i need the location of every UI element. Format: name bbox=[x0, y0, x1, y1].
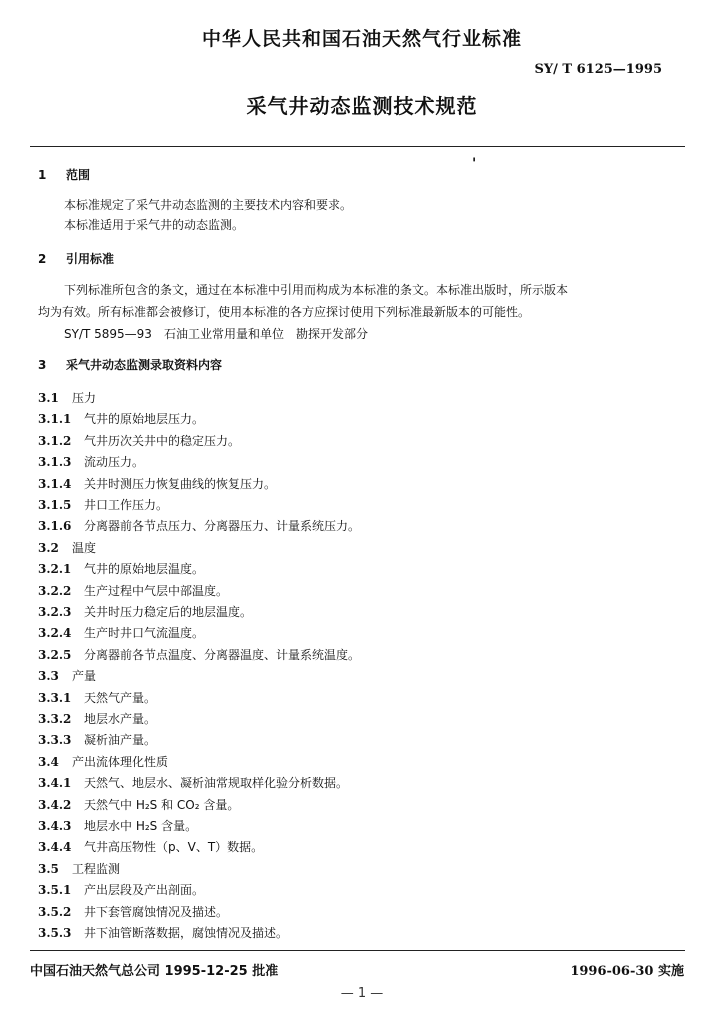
clause-text: 井口工作压力。 bbox=[84, 498, 169, 512]
clause-number: 3.2.2 bbox=[38, 584, 72, 598]
clause-text: 气井的原始地层温度。 bbox=[84, 562, 205, 576]
header-divider bbox=[30, 146, 685, 147]
clause-text: 分离器前各节点温度、分离器温度、计量系统温度。 bbox=[84, 648, 361, 662]
clause-number: 3.5.2 bbox=[38, 905, 72, 919]
clause-text: 分离器前各节点压力、分离器压力、计量系统压力。 bbox=[84, 519, 361, 533]
clause-number: 3.2.3 bbox=[38, 605, 72, 619]
clause-item bbox=[38, 603, 252, 620]
clause-number: 3.1.1 bbox=[38, 412, 72, 426]
clause-number: 3.5.1 bbox=[38, 883, 72, 897]
paragraph: 下列标准所包含的条文，通过在本标准中引用而构成为本标准的条文。本标准出版时，所示版本 bbox=[64, 283, 569, 297]
clause-number: 3.4.1 bbox=[38, 776, 72, 790]
clause-text: 气井高压物性（p、V、T）数据。 bbox=[84, 840, 264, 854]
section-title: 采气井动态监测录取资料内容 bbox=[66, 358, 223, 372]
implementation-date: 1996-06-30 实施 bbox=[570, 964, 684, 979]
clause-item bbox=[38, 731, 156, 748]
clause-item bbox=[38, 689, 156, 706]
clause-text: 天然气、地层水、凝析油常规取样化验分析数据。 bbox=[84, 776, 349, 790]
section-2-heading bbox=[38, 250, 114, 267]
clause-heading bbox=[38, 667, 96, 684]
standard-category-title: 中华人民共和国石油天然气行业标准 bbox=[201, 28, 522, 50]
clause-text: 压力 bbox=[72, 391, 97, 405]
clause-item bbox=[38, 924, 288, 941]
clause-heading bbox=[38, 753, 168, 770]
clause-item bbox=[38, 903, 228, 920]
clause-number: 3.4.3 bbox=[38, 819, 72, 833]
referenced-standard: SY/T 5895—93 石油工业常用量和单位 勘探开发部分 bbox=[64, 327, 368, 341]
clause-text: 气井历次关井中的稳定压力。 bbox=[84, 434, 241, 448]
section-title: 范围 bbox=[66, 168, 91, 182]
clause-number: 3.1.6 bbox=[38, 519, 72, 533]
clause-number: 3.1.5 bbox=[38, 498, 72, 512]
clause-text: 井下套管腐蚀情况及描述。 bbox=[84, 905, 229, 919]
section-title: 引用标准 bbox=[66, 252, 115, 266]
clause-text: 生产过程中气层中部温度。 bbox=[84, 584, 229, 598]
page-number: — 1 — bbox=[340, 986, 384, 1001]
paragraph: 均为有效。所有标准都会被修订，使用本标准的各方应探讨使用下列标准最新版本的可能性。 bbox=[38, 305, 531, 319]
clause-number: 3.3.3 bbox=[38, 733, 72, 747]
clause-text: 气井的原始地层压力。 bbox=[84, 412, 205, 426]
clause-text: 地层水产量。 bbox=[84, 712, 157, 726]
clause-heading bbox=[38, 539, 96, 556]
clause-item bbox=[38, 432, 240, 449]
section-number: 2 bbox=[38, 252, 47, 266]
clause-text: 天然气中 H₂S 和 CO₂ 含量。 bbox=[84, 798, 240, 812]
clause-text: 井下油管断落数据，腐蚀情况及描述。 bbox=[84, 926, 289, 940]
clause-text: 产出层段及产出剖面。 bbox=[84, 883, 205, 897]
clause-text: 生产时井口气流温度。 bbox=[84, 626, 205, 640]
clause-number: 3.4.4 bbox=[38, 840, 72, 854]
clause-item bbox=[38, 582, 228, 599]
section-number: 1 bbox=[38, 168, 47, 182]
clause-number: 3.4 bbox=[38, 755, 59, 769]
clause-number: 3.2.5 bbox=[38, 648, 72, 662]
clause-item bbox=[38, 496, 168, 513]
clause-text: 天然气产量。 bbox=[84, 691, 157, 705]
footer-divider bbox=[30, 950, 685, 951]
clause-number: 3.1.4 bbox=[38, 477, 72, 491]
clause-item bbox=[38, 624, 204, 641]
clause-number: 3.1.3 bbox=[38, 455, 72, 469]
clause-item bbox=[38, 646, 360, 663]
clause-heading bbox=[38, 860, 120, 877]
clause-item bbox=[38, 453, 144, 470]
clause-number: 3.4.2 bbox=[38, 798, 72, 812]
paragraph: 本标准规定了采气井动态监测的主要技术内容和要求。 bbox=[64, 198, 353, 212]
stray-mark: ' bbox=[472, 156, 477, 172]
section-number: 3 bbox=[38, 358, 47, 372]
clause-text: 凝析油产量。 bbox=[84, 733, 157, 747]
clause-item bbox=[38, 881, 204, 898]
approval-line: 中国石油天然气总公司 1995-12-25 批准 bbox=[30, 964, 279, 979]
clause-text: 产量 bbox=[72, 669, 97, 683]
clause-number: 3.2.1 bbox=[38, 562, 72, 576]
clause-number: 3.5 bbox=[38, 862, 59, 876]
standard-code: SY/ T 6125—1995 bbox=[534, 62, 662, 77]
clause-item bbox=[38, 475, 276, 492]
clause-item bbox=[38, 560, 204, 577]
clause-number: 3.3.1 bbox=[38, 691, 72, 705]
section-1-heading bbox=[38, 166, 90, 183]
clause-text: 关井时压力稳定后的地层温度。 bbox=[84, 605, 253, 619]
clause-number: 3.1 bbox=[38, 391, 59, 405]
clause-text: 地层水中 H₂S 含量。 bbox=[84, 819, 198, 833]
document-title: 采气井动态监测技术规范 bbox=[246, 94, 478, 118]
clause-text: 产出流体理化性质 bbox=[72, 755, 169, 769]
clause-number: 3.3 bbox=[38, 669, 59, 683]
clause-item bbox=[38, 796, 239, 813]
clause-item bbox=[38, 838, 263, 855]
clause-text: 工程监测 bbox=[72, 862, 121, 876]
clause-text: 流动压力。 bbox=[84, 455, 145, 469]
clause-number: 3.3.2 bbox=[38, 712, 72, 726]
paragraph: 本标准适用于采气井的动态监测。 bbox=[64, 218, 245, 232]
clause-item bbox=[38, 817, 197, 834]
clause-item bbox=[38, 710, 156, 727]
section-3-heading bbox=[38, 356, 222, 373]
clause-item bbox=[38, 410, 204, 427]
clause-number: 3.5.3 bbox=[38, 926, 72, 940]
clause-item bbox=[38, 774, 348, 791]
clause-number: 3.2.4 bbox=[38, 626, 72, 640]
clause-text: 关井时测压力恢复曲线的恢复压力。 bbox=[84, 477, 277, 491]
clause-item bbox=[38, 517, 360, 534]
clause-text: 温度 bbox=[72, 541, 97, 555]
clause-number: 3.1.2 bbox=[38, 434, 72, 448]
clause-heading bbox=[38, 389, 96, 406]
clause-number: 3.2 bbox=[38, 541, 59, 555]
